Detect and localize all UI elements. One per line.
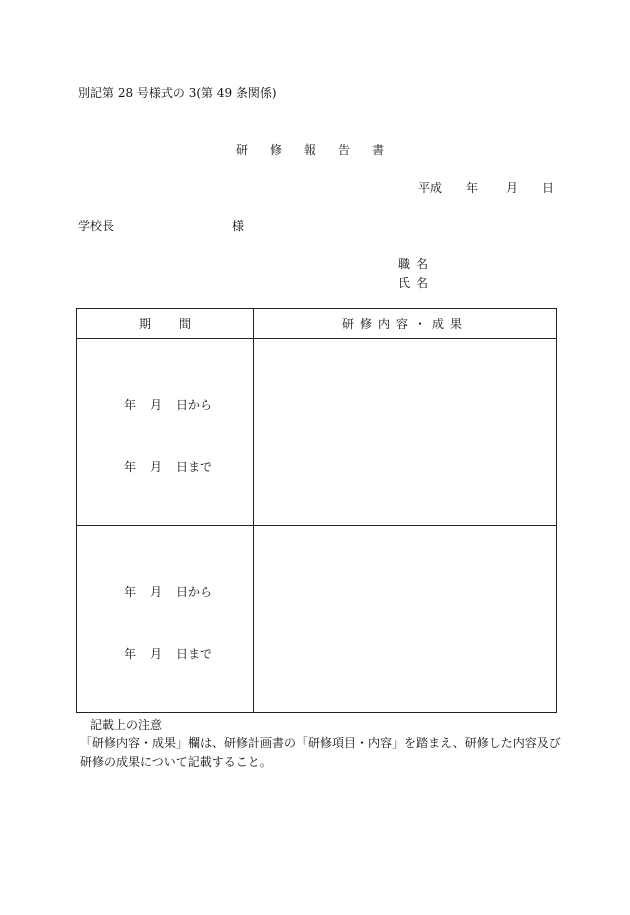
table-row bbox=[77, 339, 557, 526]
addressee-label: 学校長 bbox=[78, 219, 115, 233]
title-char: 告 bbox=[338, 143, 353, 157]
period-to: 年 月 日まで bbox=[124, 460, 213, 474]
document-title bbox=[236, 141, 386, 158]
date-day: 日 bbox=[542, 181, 555, 195]
submission-date bbox=[418, 179, 554, 196]
result-content-cell[interactable] bbox=[254, 339, 557, 526]
date-month: 月 bbox=[506, 181, 519, 195]
form-reference: 別記第 28 号様式の 3(第 49 条関係) bbox=[78, 86, 277, 100]
period-from: 年 月 日から bbox=[124, 398, 213, 412]
result-header: 研修内容・成果 bbox=[254, 309, 557, 339]
title-char: 書 bbox=[372, 143, 387, 157]
notes-title: 記載上の注意 bbox=[90, 718, 163, 732]
date-era: 平成 bbox=[418, 181, 443, 195]
title-char: 修 bbox=[270, 143, 285, 157]
addressee-honorific: 様 bbox=[232, 219, 245, 233]
title-char: 研 bbox=[236, 143, 251, 157]
title-char: 報 bbox=[304, 143, 319, 157]
period-to: 年 月 日まで bbox=[124, 647, 213, 661]
period-cell[interactable] bbox=[77, 339, 254, 526]
table-row bbox=[77, 526, 557, 713]
name-label: 氏 名 bbox=[398, 276, 429, 290]
result-content-cell[interactable] bbox=[254, 526, 557, 713]
period-header: 期 間 bbox=[77, 309, 254, 339]
period-from: 年 月 日から bbox=[124, 585, 213, 599]
position-label: 職 名 bbox=[398, 257, 429, 271]
period-cell[interactable] bbox=[77, 526, 254, 713]
table-header-row bbox=[77, 309, 557, 339]
date-year: 年 bbox=[466, 181, 479, 195]
report-table bbox=[76, 308, 557, 713]
notes-text: 「研修内容・成果」欄は、研修計画書の「研修項目・内容」を踏まえ、研修した内容及び研修の成果について記載すること。 bbox=[80, 736, 561, 769]
